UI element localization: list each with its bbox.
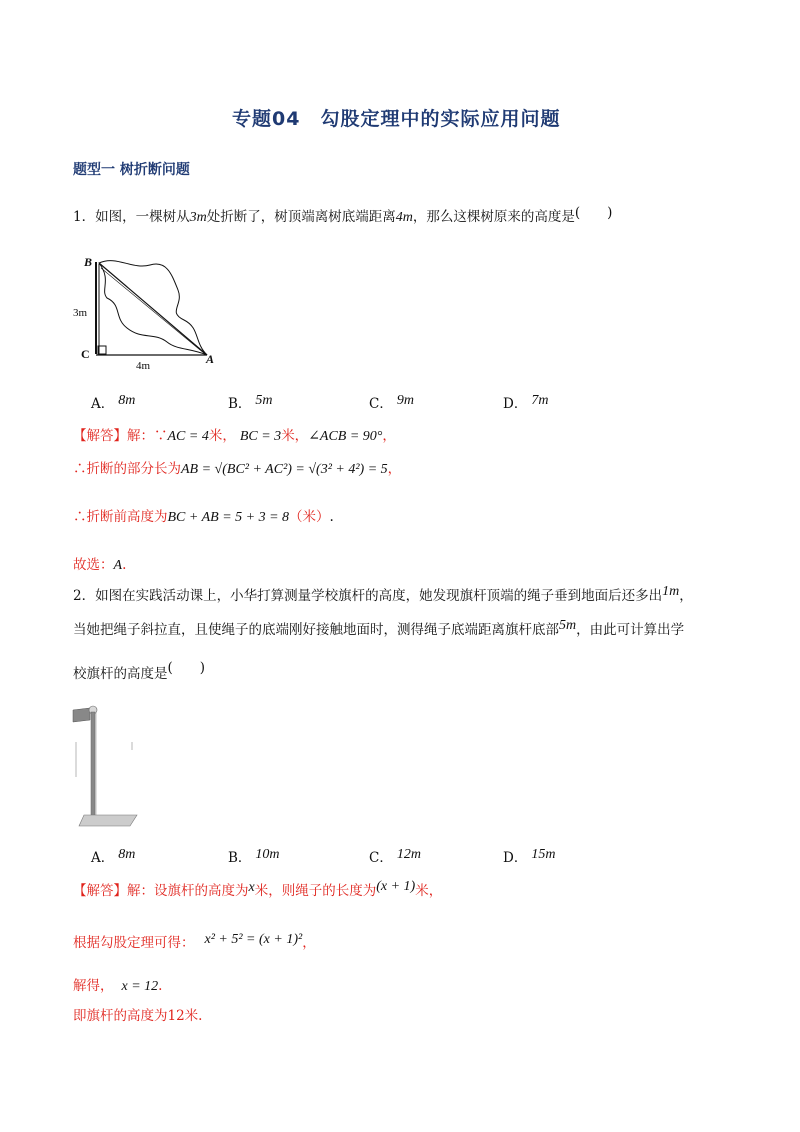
option-value: 15m <box>531 847 556 862</box>
math-rope-length: (x + 1) <box>376 879 416 894</box>
q2-value-1m: 1m <box>662 584 680 599</box>
flagpole-diagram <box>70 702 150 832</box>
side-label-3m: 3m <box>73 307 88 319</box>
option-label: D． <box>503 850 528 866</box>
q1-option-d[interactable] <box>503 392 548 413</box>
option-label: B． <box>228 396 252 412</box>
q2-text-part: ，由此可计算出学 <box>576 622 685 638</box>
solution-text: . <box>158 978 163 994</box>
solution-text: 故选： <box>73 557 114 573</box>
tree-figure <box>72 250 232 375</box>
vertex-label-a: A <box>206 352 215 366</box>
q1-solution-line-3 <box>73 505 334 526</box>
q2-text-part: 当她把绳子斜拉直，且使绳子的底端刚好接触地面时，测得绳子底端距离旗杆底部 <box>73 622 559 638</box>
q1-text-part: ，那么这棵树原来的高度是 <box>412 209 575 225</box>
option-value: 9m <box>396 393 414 408</box>
question-2-line-1 <box>73 584 693 605</box>
q1-option-a[interactable] <box>91 392 135 413</box>
option-label: A． <box>91 850 115 866</box>
q2-option-d[interactable] <box>503 846 555 867</box>
solution-text: 米， <box>208 428 236 444</box>
option-label: C． <box>369 396 393 412</box>
q1-option-b[interactable] <box>228 392 273 413</box>
q1-solution-line-2 <box>73 457 401 478</box>
solution-text: 米， <box>415 883 443 899</box>
q2-text-part: 校旗杆的高度是 <box>73 666 168 682</box>
solution-text: ， <box>387 461 402 477</box>
q2-option-c[interactable] <box>369 846 421 867</box>
option-label: B． <box>228 850 252 866</box>
solution-text: . <box>122 557 127 573</box>
math-bc: BC = 3 <box>239 429 282 444</box>
solution-text: 解：∵ <box>127 428 168 444</box>
q1-option-c[interactable] <box>369 392 414 413</box>
q1-solution-line-4 <box>73 553 126 574</box>
q2-option-a[interactable] <box>91 846 135 867</box>
q1-text-part: 处折断了，树顶端离树底端距离 <box>206 209 396 225</box>
tree-diagram <box>72 250 232 375</box>
option-value: 10m <box>255 847 280 862</box>
math-equation: x² + 5² = (x + 1)² <box>204 932 303 947</box>
q2-text-part: ， <box>679 588 693 604</box>
q2-solution-line-3 <box>73 974 162 995</box>
math-ac: AC = 4 <box>167 429 209 444</box>
page-title: 专题04 勾股定理中的实际应用问题 <box>232 108 561 130</box>
section-heading: 题型一 树折断问题 <box>73 162 190 178</box>
q2-solution-line-4: 即旗杆的高度为12米. <box>73 1008 203 1024</box>
q2-option-b[interactable] <box>228 846 280 867</box>
q1-value-3m: 3m <box>189 210 207 225</box>
flagpole-figure <box>70 702 150 832</box>
solution-text: 解：设旗杆的高度为 <box>127 883 249 899</box>
vertex-label-c: C <box>81 347 90 361</box>
option-value: 5m <box>255 393 273 408</box>
solution-text: ， <box>382 428 396 444</box>
solution-text: ∴折断的部分长为 <box>73 461 181 477</box>
option-label: D． <box>503 396 528 412</box>
option-value: 8m <box>118 847 136 862</box>
question-2-line-2 <box>73 618 684 639</box>
q2-solution-line-2 <box>73 931 316 952</box>
option-value: 7m <box>531 393 549 408</box>
q2-answer-blank: ( ) <box>167 660 206 676</box>
solution-tag: 【解答】 <box>73 883 127 899</box>
q1-text-part: 1．如图，一棵树从 <box>73 209 190 225</box>
question-1-text <box>73 205 612 226</box>
answer-choice: A <box>113 558 123 573</box>
solution-text: 解得， <box>73 978 114 994</box>
option-label: C． <box>369 850 393 866</box>
base-label-4m: 4m <box>136 360 151 372</box>
q2-text-part: 2．如图在实践活动课上，小华打算测量学校旗杆的高度，她发现旗杆顶端的绳子垂到地面后还多出 <box>73 588 663 604</box>
solution-tag: 【解答】 <box>73 428 127 444</box>
solution-text: ∴折断前高度为 <box>73 509 168 525</box>
q2-value-5m: 5m <box>559 618 577 633</box>
math-height: BC + AB = 5 + 3 = 8 <box>167 510 290 525</box>
solution-text: 米， <box>281 428 309 444</box>
q1-solution-line-1 <box>73 424 396 445</box>
math-angle: ∠ACB = 90° <box>308 429 383 444</box>
vertex-label-b: B <box>84 255 93 269</box>
math-hypotenuse: AB = √(BC² + AC²) = √(3² + 4²) = 5 <box>181 462 388 477</box>
solution-text: ， <box>302 935 316 951</box>
q2-solution-line-1 <box>73 879 442 900</box>
math-x: x <box>248 880 255 895</box>
solution-text: 根据勾股定理可得： <box>73 935 195 951</box>
solution-text: . <box>329 509 334 525</box>
question-2-line-3 <box>73 662 205 682</box>
option-label: A． <box>91 396 115 412</box>
solution-text: （米） <box>289 509 330 525</box>
solution-text: 米，则绳子的长度为 <box>254 883 377 899</box>
q1-answer-blank: ( ) <box>574 205 613 221</box>
option-value: 8m <box>118 393 136 408</box>
math-result: x = 12 <box>121 979 159 994</box>
q1-value-4m: 4m <box>395 210 413 225</box>
option-value: 12m <box>396 847 421 862</box>
